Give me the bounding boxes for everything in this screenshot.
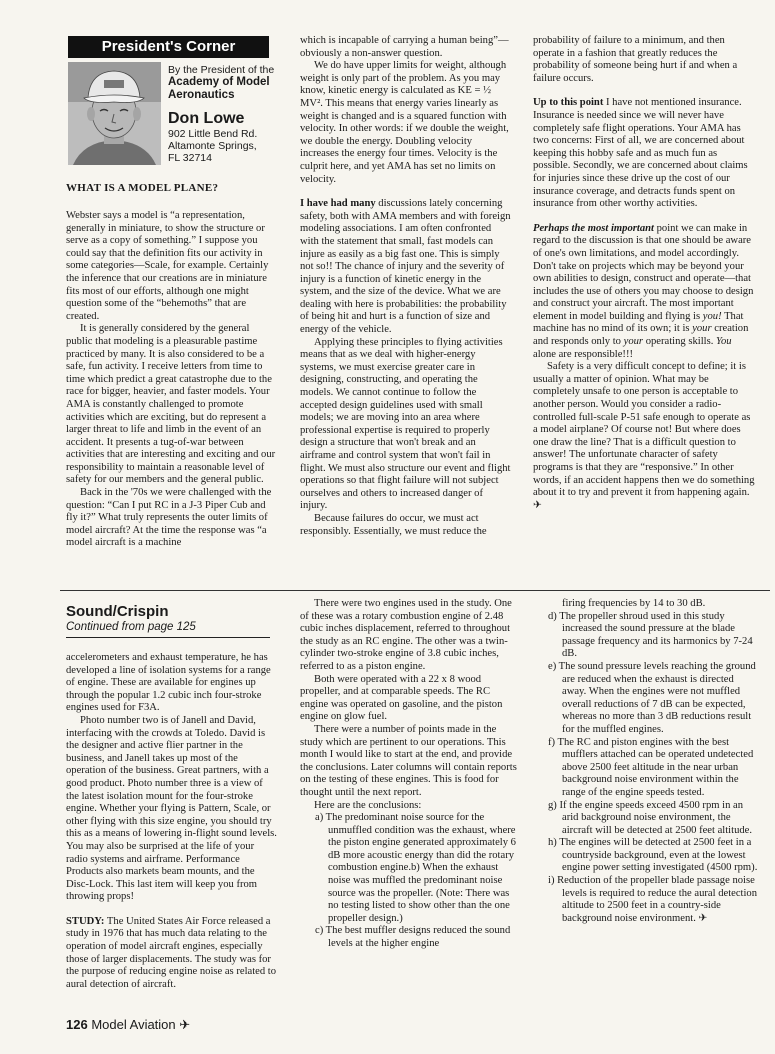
lead-in: I have had many [300,198,376,210]
emphasis: You [716,336,732,348]
paragraph: Webster says a model is “a representation, generally in miniature, to show the structure or serve as a copy of something.” I suppose you could say that the definition fits our activity in some categories—Scale, for example. Certainly the inference that our creations are in miniature fits most of our efforts, although one might question some of the “behemoths” that are created. [66,210,269,322]
paragraph: Because failures do occur, we must act responsibly. Essentially, we must reduce the [300,512,487,537]
sound-column-2 [300,598,520,951]
president-photo [68,62,161,165]
section-divider [60,590,770,591]
paragraph: It is generally considered by the general public that modeling is a pleasurable pastime practiced by many. It is also considered to be a safe, fun activity. I receive letters from time to time which predict a great catastrophe due to the race for bigger, heavier, and faster models. Your AMA is constantly challenged to promote activities which are exciting, but do represent a larger threat to life and limb in the event of an accident. It presents a tug-of-war between activities that are interesting and exciting and our responsibility to maintain a reasonable level of safety for our members and the general public. [66,323,276,486]
emphasis: you! [702,310,722,322]
byline: By the President of the [168,64,275,76]
article-column-1 [66,210,276,550]
paragraph: firing frequencies by 14 to 30 dB. [562,598,706,609]
sound-crispin-title: Sound/Crispin [66,603,169,620]
title-rule [66,637,270,638]
article-column-2 [300,35,512,538]
lead-in: Up to this point [533,97,604,109]
paragraph: which is incapable of carrying a human being”—obviously a non-answer question. [300,35,509,59]
list-item: c) The best muffler designs reduced the sound levels at the higher engine [315,925,511,950]
presidents-corner-title: President's Corner [68,36,269,58]
paragraph [533,223,755,362]
paragraph: There were a number of points made in the study which are pertinent to our operations. This month I would like to start at the end, and provide the conclusions. Later columns will contain reports on the testing of these engines. This is food for thought until the next report. [300,723,517,798]
portrait-image [68,62,161,165]
address-line: 902 Little Bend Rd. [168,128,258,140]
paragraph: Back in the '70s we were challenged with the question: “Can I put RC in a J-3 Piper Cub and fly it?” What truly represents the outer limits of model aircraft? At the time the response was “a model aircraft is a machine [66,487,272,549]
paragraph [66,916,278,992]
list-item: d) The propeller shroud used in this study increased the sound pressure at the blade passage frequency and its harmonics by 7-24 dB. [548,610,753,660]
page-number: 126 [66,1017,88,1032]
paragraph-text: The United States Air Force released a study in 1976 that has much data relating to the operation of model aircraft engines, especially those of larger displacements. The study was for the purpose of reducing engine noise as related to aural detection of aircraft. [66,915,277,990]
lead-in: Perhaps the most important [533,222,654,234]
list-item: f) The RC and piston engines with the best mufflers attached can be operated undetected above 2500 feet altitude in the near urban background noise environment within the range of the engine speeds tested. [548,736,754,798]
lead-in: STUDY: [66,915,105,927]
list-item: i) Reduction of the propeller blade passage noise levels is required to reduce the aural detection altitude to 2500 feet in a country-side background noise environment. ✈ [548,875,758,924]
paragraph-text: That machine has no mind of its own; it is [533,310,744,335]
page-footer [66,1017,190,1033]
paragraph: Safety is a very difficult concept to define; it is usually a matter of opinion. What may be completely unsafe to one person is acceptable to another person. Would you consider a radio-controlled full-scale P-51 safe enough to operate as a model airplane? Of course not! But where does one draw the line? That is a difficult question to answer! The unfortunate character of safety programs is that they are “responsive.” In other words, if an accident happens then we do something about it to try and prevent it from happening again. ✈ [533,361,755,511]
paragraph-text: discussions lately concerning safety, both with AMA members and with foreign modeling associations. I am often confronted with the statement that small, fast models can injure as easily as a big fast one. This is simply not so!! The chance of injury and the severity of injury is a function of kinetic energy in the system, and the size of the device. What we are dealing with here is probabilities: the probability of being hit and hurt is a function of size and energy of the vehicle. [300,198,511,336]
paragraph-text: creation and responds only to [533,323,749,348]
paragraph: accelerometers and exhaust temperature, he has developed a line of isolation systems for a range of engine. These are available for engines up through the popular 1.2 cubic inch four-stroke engines used for F3A. [66,652,271,714]
address-line: FL 32714 [168,152,212,164]
list-item: a) The predominant noise source for the unmuffled condition was the exhaust, where the piston engine generated approximately 6 dB more acoustic energy than did the rotary combustion engine.b) When the exhaust noise was muffled the predominant noise source was the propeller. (Note: There was no testing listed to show other than the one propeller design.) [315,812,516,924]
paragraph: Both were operated with a 22 x 8 wood propeller, and at comparable speeds. The RC engine was operated on gasoline, and the piston engine on glow fuel. [300,673,503,723]
paragraph-text: operating skills. [643,336,717,348]
paragraph: Applying these principles to flying activities means that as we deal with higher-energy systems, we must exercise greater care in designing, constructing, and operating the models. We cannot continue to follow the accepted design guidelines used with small models; we are moving into an area where professional expertise is required to properly design a structure that won't break and an airframe and control system that won't fail in flight. We must also structure our event and flight operations so that flight failure will not subject ourselves and others to increased danger of injury. [300,336,511,512]
magazine-name: Model Aviation [91,1017,176,1032]
president-name: Don Lowe [168,110,245,127]
emphasis: your [623,336,644,348]
sound-column-3 [548,598,758,925]
organization: Academy of Model Aeronautics [168,76,270,101]
list-item: h) The engines will be detected at 2500 feet in a countryside background, even at the lowest engine power setting investigated (4500 rpm). [548,837,758,874]
emphasis: your [692,323,712,335]
paragraph-text: point we can make in regard to the discussion is that one should be aware of one's own limitations, and model accordingly. Don't take on projects which may be beyond your own abilities to design, construct and operate—that includes the use of others you may choose to design and construct your aircraft. The most important element in model building and flying is [533,222,754,322]
article-column-3 [533,35,755,512]
president-info [168,64,278,164]
section-heading: WHAT IS A MODEL PLANE? [66,182,219,194]
paragraph-text: I have not mentioned insurance. Insurance is needed since we will never have completely safe flight operations. Your AMA has two concerns: First of all, we are concerned about keeping this hobby safe and as much fun as possible. Secondly, we are concerned about claims for injuries since these drive up the cost of our insurance coverage, and detracts funds spent on insurance from other worthy activities. [533,97,748,210]
sound-column-1 [66,652,278,991]
plane-icon: ✈ [179,1017,191,1032]
paragraph [300,198,512,337]
list-item: e) The sound pressure levels reaching the ground are reduced when the exhaust is directed away. When the engines were not muffled overall reductions of 7 dB can be expected, whereas no more than 3 dB reductions result for the muffled engines. [548,660,756,735]
paragraph: We do have upper limits for weight, although weight is only part of the problem. As you may know, kinetic energy is calculated as KE = ½ MV². This means that energy varies linearly as weight is changed and is a squared function with velocity. In other words: if we double the weight, we double the energy. Doubling velocity increases the energy four times. Velocity is the culprit here, and yet AMA has set no limits on velocity. [300,60,509,185]
paragraph: There were two engines used in the study. One of these was a rotary combustion engine of 2.48 cubic inches displacement, referred to throughout the study as an RC engine. The other was a twin-cylinder two-stroke engine of 3.8 cubic inches, referred to as a piston engine. [300,598,512,672]
paragraph [533,97,755,210]
paragraph: Here are the conclusions: [314,799,422,811]
continued-note: Continued from page 125 [66,621,196,633]
paragraph: probability of failure to a minimum, and then operate in a fashion that greatly reduces the probability of someone being hurt if and when a failure occurs. [533,35,738,84]
list-item: g) If the engine speeds exceed 4500 rpm in an arid background noise environment, the aircraft will be detected at 2500 feet altitude. [548,799,753,836]
paragraph: Photo number two is of Janell and David, interfacing with the crowds at Toledo. David is the designer and active flier partner in the business, and Janell takes up most of the operation of the business. Great partners, with a good product. Photo number three is a view of the latest isolation mount for the four-stroke engine. Whether your flying is Pattern, Scale, or other flying with this size engine, you should try this as a means of lowering in-flight sound levels. You may also be surprised at the life of your radio systems and airframe. Performance Products also markets beam mounts, and the Disc-Lock. This last item will keep you from throwing props! [66,714,277,903]
paragraph-text: alone are responsible!!! [533,348,634,360]
address-line: Altamonte Springs, [168,140,257,152]
